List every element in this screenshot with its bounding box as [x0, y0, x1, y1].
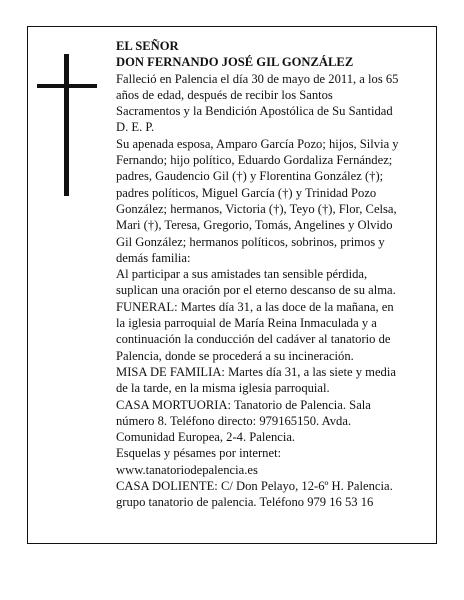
obituary-title: EL SEÑOR	[116, 39, 179, 53]
text-line: www.tanatoriodepalencia.es	[116, 462, 258, 477]
text-line: Al participar a sus amistades tan sensible pérdida,	[116, 267, 368, 282]
text-line: Su apenada esposa, Amparo García Pozo; hijos, Silvia y	[116, 136, 399, 151]
text-line: MISA DE FAMILIA: Martes día 31, a las siete y media	[116, 364, 396, 379]
text-line: demás familia:	[116, 250, 191, 265]
text-line: González; hermanos, Victoria (†), Teyo (†), Flor, Celsa,	[116, 201, 397, 216]
text-line: Falleció en Palencia el día 30 de mayo de 2011, a los 65	[116, 71, 399, 86]
text-line: padres, Gaudencio Gil (†) y Florentina González (†);	[116, 169, 384, 184]
text-line: continuación la conducción del cadáver al tanatorio de	[116, 332, 391, 347]
text-line: Palencia, donde se procederá a su incineración.	[116, 348, 354, 363]
text-line: la iglesia parroquial de María Reina Inmaculada y a	[116, 316, 377, 331]
text-line: Gil González; hermanos políticos, sobrinos, primos y	[116, 234, 385, 249]
text-line: número 8. Teléfono directo: 979165150. Avda.	[116, 413, 352, 428]
cross-horizontal-bar	[37, 84, 97, 88]
text-line: CASA DOLIENTE: C/ Don Pelayo, 12-6º H. Palencia.	[116, 479, 393, 494]
text-line: años de edad, después de recibir los Santos	[116, 87, 333, 102]
deceased-name: DON FERNANDO JOSÉ GIL GONZÁLEZ	[116, 55, 354, 70]
text-line: Fernando; hijo político, Eduardo Gordaliza Fernández;	[116, 153, 393, 168]
text-line: D. E. P.	[116, 120, 155, 135]
obituary-text	[116, 38, 426, 511]
cross-vertical-bar	[64, 54, 69, 196]
text-line: Sacramentos y la Bendición Apostólica de Su Santidad	[116, 104, 393, 119]
text-line: padres políticos, Miguel García (†) y Trinidad Pozo	[116, 185, 377, 200]
text-line: de la tarde, en la misma iglesia parroquial.	[116, 381, 330, 396]
text-line: Mari (†), Teresa, Gregorio, Tomás, Angelines y Olvido	[116, 218, 393, 233]
text-line: FUNERAL: Martes día 31, a las doce de la mañana, en	[116, 299, 394, 314]
text-line: Comunidad Europea, 2-4. Palencia.	[116, 430, 296, 445]
text-line: CASA MORTUORIA: Tanatorio de Palencia. Sala	[116, 397, 371, 412]
text-line: grupo tanatorio de palencia. Teléfono 979 16 53 16	[116, 495, 374, 510]
text-line: Esquelas y pésames por internet:	[116, 446, 282, 461]
text-line: suplican una oración por el eterno descanso de su alma.	[116, 283, 396, 298]
